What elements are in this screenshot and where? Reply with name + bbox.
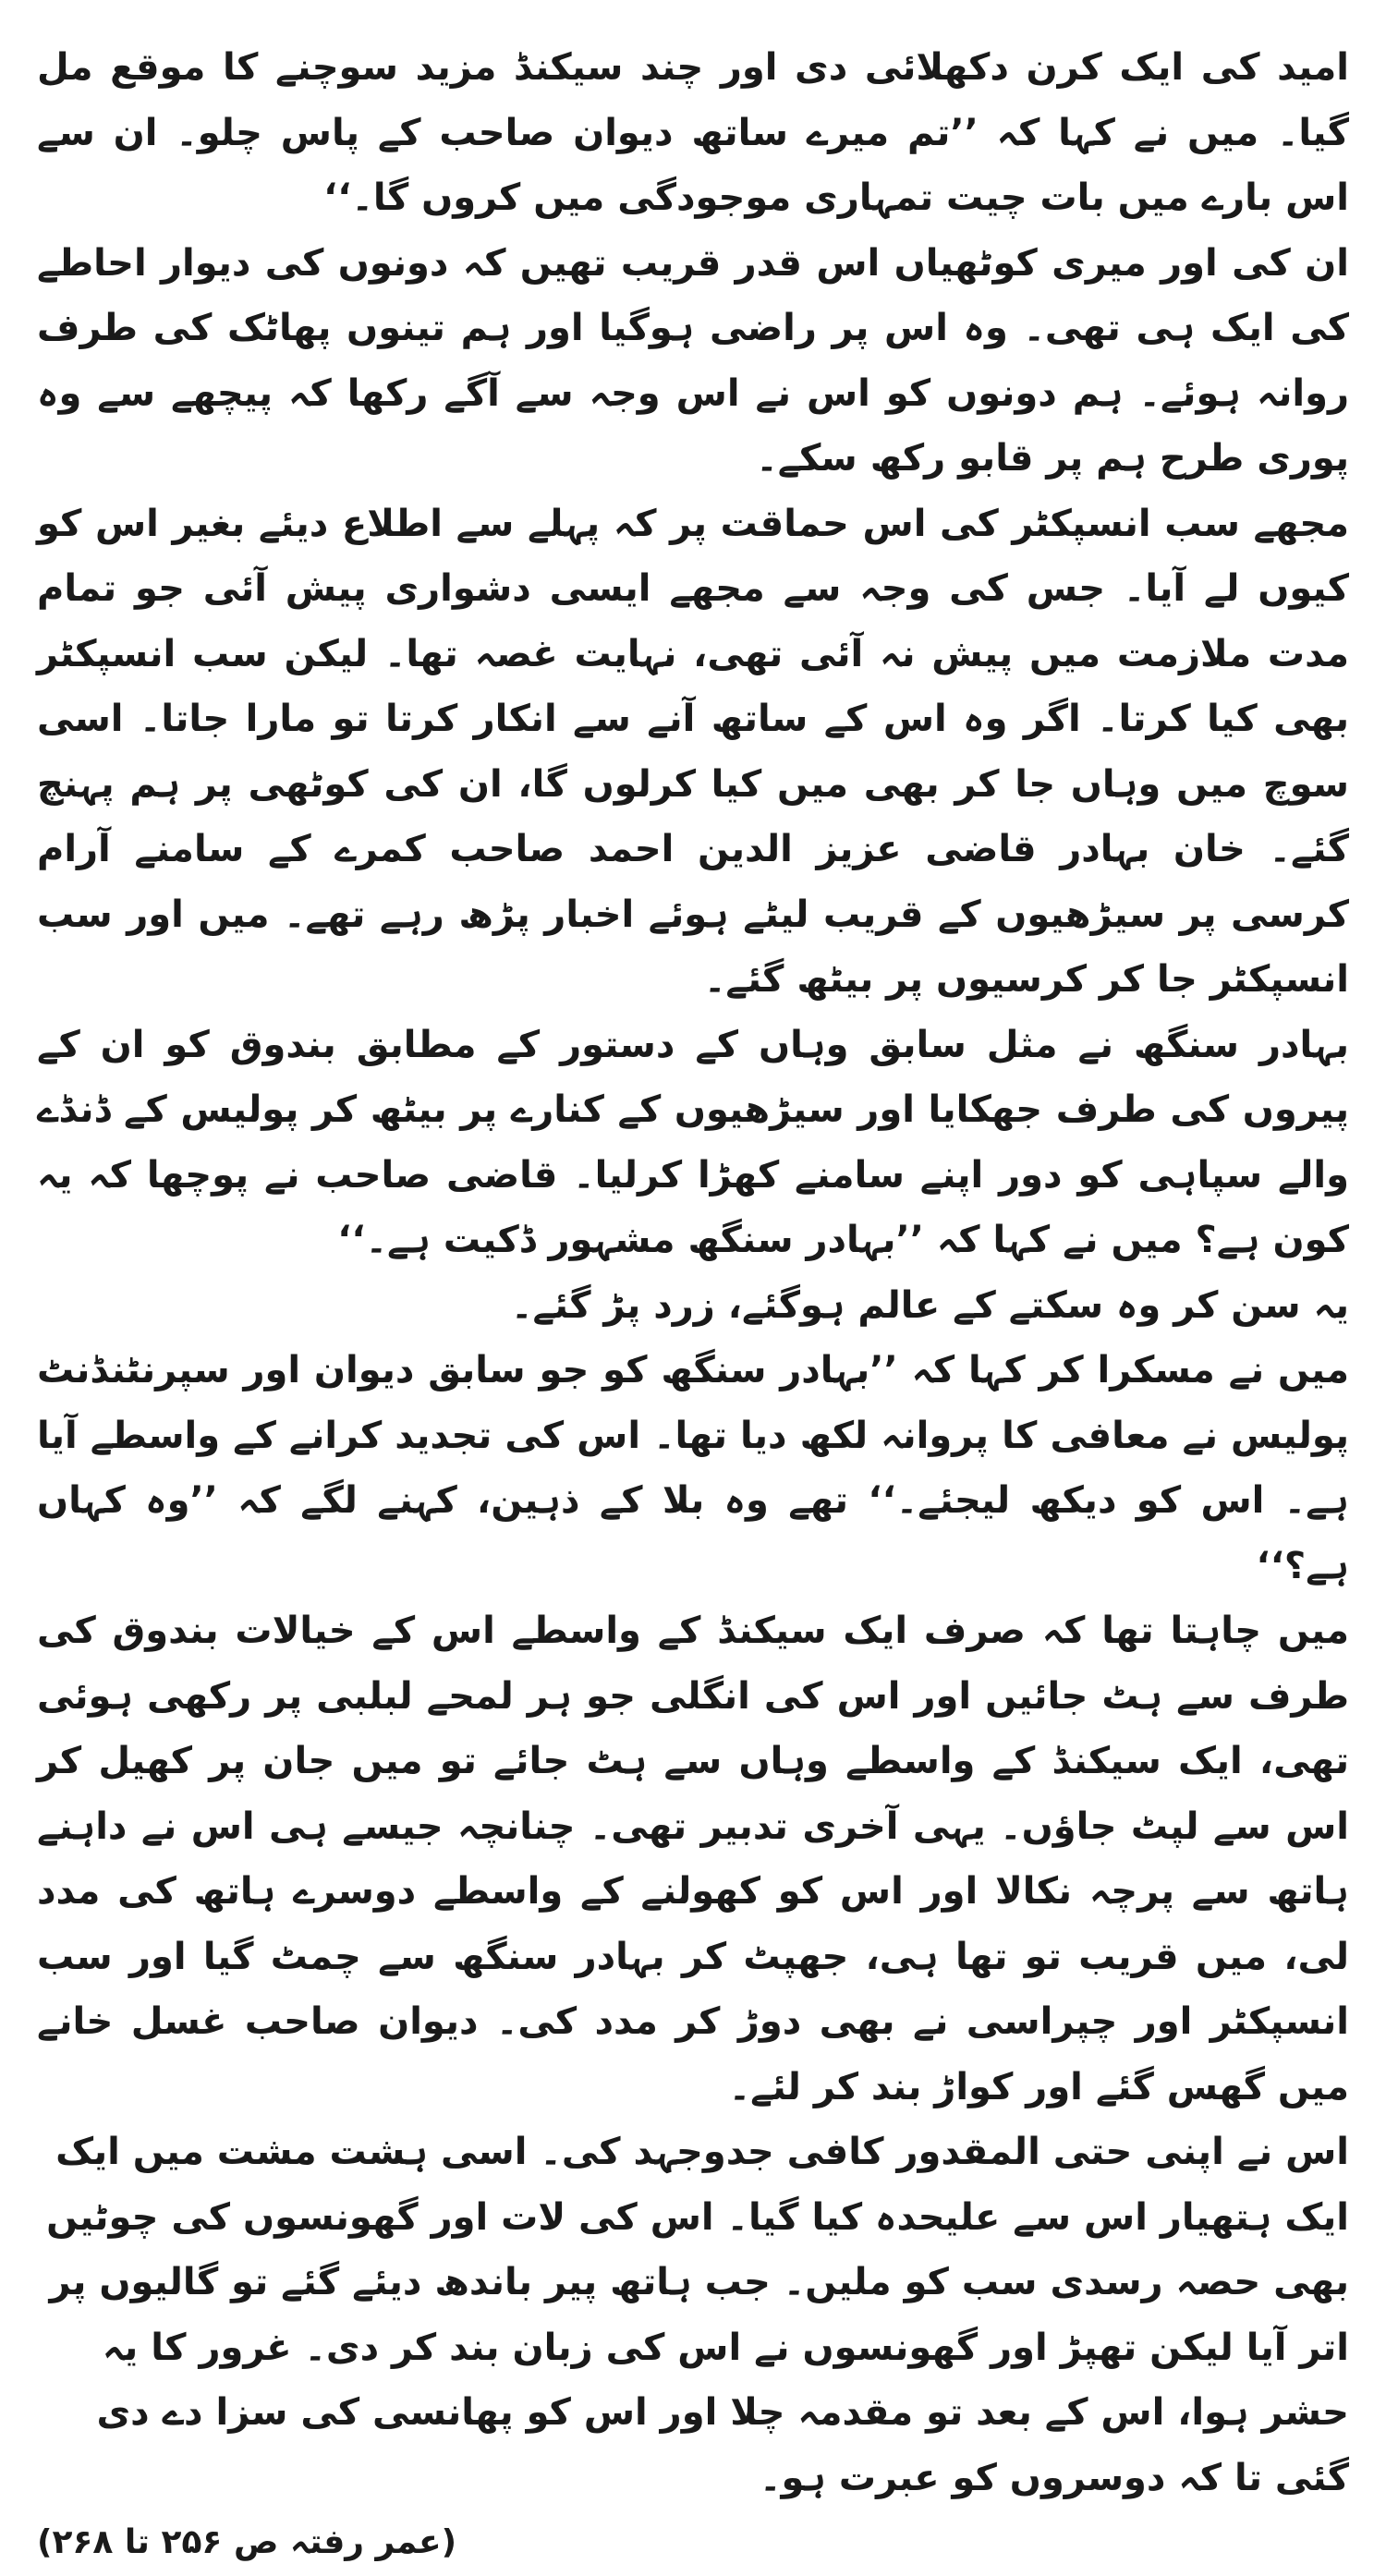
paragraph: مجھے سب انسپکٹر کی اس حماقت پر کہ پہلے سے اطلاع دیئے بغیر اس کو کیوں لے آیا۔ جس کی وجہ سے مجھے ایسی دشواری پیش آئی جو تمام مدت ملازمت میں پیش نہ آئی تھی، نہایت غصہ تھا۔ لیکن سب انسپکٹر بھی کیا کرتا۔ اگر وہ اس کے ساتھ آنے سے انکار کرتا تو مارا جاتا۔ اسی سوچ میں وہاں جا کر بھی میں کیا کرلوں گا، ان کی کوٹھی پر ہم پہنچ گئے۔ خان بہادر قاضی عزیز الدین احمد صاحب کمرے کے سامنے آرام کرسی پر سیڑھیوں کے قریب لیٹے ہوئے اخبار پڑھ رہے تھے۔ میں اور سب انسپکٹر جا کر کرسیوں پر بیٹھ گئے۔ [37,502,1350,1001]
source-citation: (عمر رفتہ ص ۲۵۶ تا ۲۶۸) [37,2523,457,2561]
paragraph: ان کی اور میری کوٹھیاں اس قدر قریب تھیں کہ دونوں کی دیوار احاطے کی ایک ہی تھی۔ وہ اس پر راضی ہوگیا اور ہم تینوں پھاٹک کی طرف روانہ ہوئے۔ ہم دونوں کو اس نے اس وجہ سے آگے رکھا کہ پیچھے سے وہ پوری طرح ہم پر قابو رکھ سکے۔ [37,241,1349,480]
citation-row [37,2510,1349,2576]
paragraph: میں نے مسکرا کر کہا کہ ’’بہادر سنگھ کو جو سابق دیوان اور سپرنٹنڈنٹ پولیس نے معافی کا پروانہ لکھ دیا تھا۔ اس کی تجدید کرانے کے واسطے آیا ہے۔ اس کو دیکھ لیجئے۔‘‘ تھے وہ بلا کے ذہین، کہنے لگے کہ ’’وہ کہاں ہے؟‘‘ [37,1349,1349,1587]
paragraph: امید کی ایک کرن دکھلائی دی اور چند سیکنڈ مزید سوچنے کا موقع مل گیا۔ میں نے کہا کہ ’’تم میرے ساتھ دیوان صاحب کے پاس چلو۔ ان سے اس بارے میں بات چیت تمہاری موجودگی میں کروں گا۔‘‘ [37,46,1349,219]
paragraph: یہ سن کر وہ سکتے کے عالم ہوگئے، زرد پڑ گئے۔ [511,1283,1349,1327]
closing-section [37,2120,1349,2510]
article-body [37,35,1349,2576]
paragraph: بہادر سنگھ نے مثل سابق وہاں کے دستور کے مطابق بندوق کو ان کے پیروں کی طرف جھکایا اور سیڑھیوں کے کنارے پر بیٹھ کر پولیس کے ڈنڈے والے سپاہی کو دور اپنے سامنے کھڑا کرلیا۔ قاضی صاحب نے پوچھا کہ یہ کون ہے؟ میں نے کہا کہ ’’بہادر سنگھ مشہور ڈکیت ہے۔‘‘ [37,1023,1349,1261]
closing-paragraph: اس نے اپنی حتی المقدور کافی جدوجہد کی۔ اسی ہشت مشت میں ایک ایک ہتھیار اس سے علیحدہ کیا گیا۔ اس کی لات اور گھونسوں کی چوٹیں بھی حصہ رسدی سب کو ملیں۔ جب ہاتھ پیر باندھ دیئے گئے تو گالیوں پر اتر آیا لیکن تھپڑ اور گھونسوں نے اس کی زبان بند کر دی۔ غرور کا یہ حشر ہوا، اس کے بعد تو مقدمہ چلا اور اس کو پھانسی کی سزا دے دی گئی تا کہ دوسروں کو عبرت ہو۔ [46,2131,1349,2499]
paragraph: میں چاہتا تھا کہ صرف ایک سیکنڈ کے واسطے اس کے خیالات بندوق کی طرف سے ہٹ جائیں اور اس کی انگلی جو ہر لمحے لبلبی پر رکھی ہوئی تھی، ایک سیکنڈ کے واسطے وہاں سے ہٹ جائے تو میں جان پر کھیل کر اس سے لپٹ جاؤں۔ یہی آخری تدبیر تھی۔ چنانچہ جیسے ہی اس نے داہنے ہاتھ سے پرچہ نکالا اور اس کو کھولنے کے واسطے دوسرے ہاتھ کی مدد لی، میں قریب تو تھا ہی، جھپٹ کر بہادر سنگھ سے چمٹ گیا اور سب انسپکٹر اور چپراسی نے بھی دوڑ کر مدد کی۔ دیوان صاحب غسل خانے میں گھس گئے اور کواڑ بند کر لئے۔ [37,1610,1349,2108]
